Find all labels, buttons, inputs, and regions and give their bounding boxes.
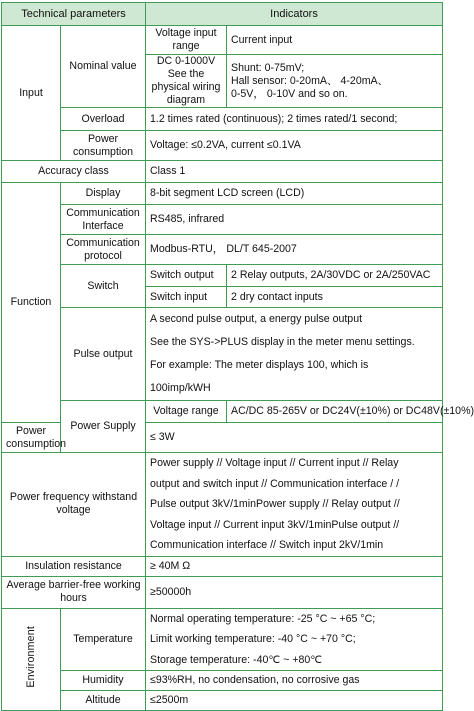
voltage-input-range-value: DC 0-1000V See the physical wiring diagram — [146, 55, 227, 108]
nominal-value-label: Nominal value — [61, 26, 146, 108]
withstand-line-2: output and switch input // Communication interface / / — [150, 477, 400, 490]
display-row — [2, 183, 443, 205]
barrier-free-hours-label: Average barrier-free working hours — [2, 576, 146, 608]
switch-output-row — [2, 265, 443, 287]
header-technical-parameters: Technical parameters — [2, 3, 146, 26]
humidity-value: ≤93%RH, no condensation, no corrosive gas — [146, 671, 443, 691]
hall-sensor-line-2: 0-5V， 0-10V and so on. — [231, 87, 348, 100]
ps-voltage-row — [2, 401, 443, 423]
temperature-row — [2, 608, 443, 671]
altitude-value: ≤2500m — [146, 691, 443, 711]
switch-output-label: Switch output — [146, 265, 227, 287]
communication-protocol-value: Modbus-RTU， DL/T 645-2007 — [146, 235, 443, 265]
accuracy-class-value: Class 1 — [146, 161, 443, 183]
switch-input-label: Switch input — [146, 287, 227, 308]
comm-interface-row — [2, 205, 443, 235]
insulation-resistance-label: Insulation resistance — [2, 556, 146, 576]
voltage-range-label: Voltage range — [146, 401, 227, 423]
input-power-consumption-label: Power consumption — [61, 131, 146, 161]
withstand-line-4: Voltage input // Current input 3kV/1minPulse output // — [150, 518, 400, 531]
current-input-label: Current input — [227, 26, 443, 55]
withstand-row — [2, 453, 443, 557]
pulse-output-row — [2, 308, 443, 401]
withstand-line-5: Communication interface // Switch input 2kV/1min — [150, 539, 384, 551]
comm-protocol-row — [2, 235, 443, 265]
ps-power-consumption-label: Power consumption — [2, 423, 61, 453]
pulse-line-2: See the SYS->PLUS display in the meter menu settings. — [150, 336, 415, 348]
group-environment — [2, 608, 61, 711]
overload-row — [2, 108, 443, 131]
withstand-line-3: Pulse output 3kV/1minPower supply // Relay output // — [150, 498, 400, 510]
group-power-supply: Power Supply — [61, 401, 146, 453]
overload-label: Overload — [61, 108, 146, 131]
display-value: 8-bit segment LCD screen (LCD) — [146, 183, 443, 205]
humidity-row — [2, 671, 443, 691]
temperature-value — [146, 608, 443, 671]
pulse-output-value — [146, 308, 443, 401]
input-power-consumption-value: Voltage: ≤0.2VA, current ≤0.1VA — [146, 131, 443, 161]
header-row — [2, 3, 443, 26]
overload-value: 1.2 times rated (continuous); 2 times rated/1 second; — [146, 108, 443, 131]
ps-power-consumption-value: ≤ 3W — [146, 423, 443, 453]
display-label: Display — [61, 183, 146, 205]
input-power-row — [2, 131, 443, 161]
pulse-output-label: Pulse output — [61, 308, 146, 401]
withstand-voltage-label: Power frequency withstand voltage — [2, 453, 146, 557]
humidity-label: Humidity — [61, 671, 146, 691]
accuracy-row — [2, 161, 443, 183]
accuracy-class-label: Accuracy class — [2, 161, 146, 183]
temperature-line-3: Storage temperature: -40℃ ~ +80℃ — [150, 653, 323, 666]
nominal-row-1 — [2, 26, 443, 55]
hall-sensor-line: Hall sensor: 0-20mA、 4-20mA、 — [231, 74, 389, 87]
altitude-label: Altitude — [61, 691, 146, 711]
altitude-row — [2, 691, 443, 711]
shunt-line: Shunt: 0-75mV; — [231, 61, 305, 74]
switch-input-value: 2 dry contact inputs — [227, 287, 443, 308]
technical-parameters-table — [1, 2, 474, 711]
pulse-line-1: A second pulse output, a energy pulse output — [150, 313, 363, 325]
barrier-free-hours-value: ≥50000h — [146, 576, 443, 608]
communication-interface-label: Communication Interface — [61, 205, 146, 235]
communication-protocol-label: Communication protocol — [61, 235, 146, 265]
switch-label: Switch — [61, 265, 146, 308]
group-input: Input — [2, 26, 61, 161]
group-function: Function — [2, 183, 61, 423]
switch-output-value: 2 Relay outputs, 2A/30VDC or 2A/250VAC — [227, 265, 443, 287]
insulation-row — [2, 556, 443, 576]
pulse-line-4: 100imp/kWH — [150, 382, 211, 394]
temperature-line-1: Normal operating temperature: -25 °C ~ +65 °C; — [150, 612, 376, 625]
temperature-line-2: Limit working temperature: -40 °C ~ +70 °C; — [150, 633, 356, 645]
environment-label: Environment — [24, 626, 37, 689]
withstand-line-1: Power supply // Voltage input // Current input // Relay — [150, 457, 399, 469]
voltage-range-value: AC/DC 85-265V or DC24V(±10%) or DC48V(±10%) — [227, 401, 443, 423]
temperature-label: Temperature — [61, 608, 146, 671]
withstand-voltage-value — [146, 453, 443, 557]
current-input-values — [227, 55, 443, 108]
insulation-resistance-value: ≥ 40M Ω — [146, 556, 443, 576]
voltage-input-range-label: Voltage input range — [146, 26, 227, 55]
pulse-line-3: For example: The meter displays 100, which is — [150, 359, 369, 371]
communication-interface-value: RS485, infrared — [146, 205, 443, 235]
barrier-row — [2, 576, 443, 608]
header-indicators: Indicators — [146, 3, 443, 26]
